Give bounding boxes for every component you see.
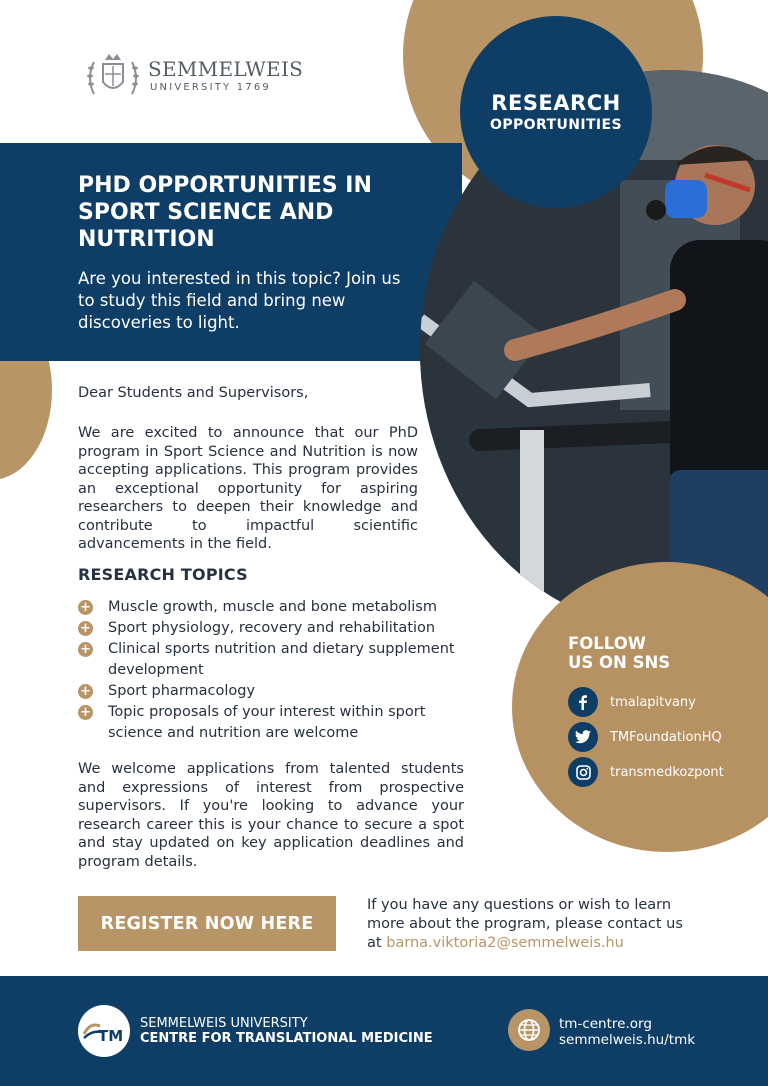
plus-bullet-icon: + xyxy=(78,705,93,720)
follow-heading xyxy=(568,634,670,672)
footer-institution xyxy=(140,1016,433,1046)
follow-heading-line2: US ON SNS xyxy=(568,653,671,672)
instagram-link[interactable] xyxy=(568,757,724,787)
topic-text: Topic proposals of your interest within sport science and nutrition are welcome xyxy=(108,704,426,741)
plus-bullet-icon: + xyxy=(78,684,93,699)
twitter-icon xyxy=(568,722,598,752)
list-item xyxy=(78,618,473,639)
facebook-icon xyxy=(568,687,598,717)
university-logo xyxy=(82,44,303,106)
plus-bullet-icon: + xyxy=(78,600,93,615)
list-item xyxy=(78,639,473,681)
badge-line1: RESEARCH xyxy=(491,91,621,115)
contact-message: If you have any questions or wish to learn more about the program, please contact us at xyxy=(367,897,683,951)
plus-bullet-icon: + xyxy=(78,621,93,636)
tmk-link[interactable]: semmelweis.hu/tmk xyxy=(559,1032,696,1048)
page-title: PHD OPPORTUNITIES IN SPORT SCIENCE AND NUTRITION xyxy=(78,173,372,252)
research-topics-heading: RESEARCH TOPICS xyxy=(78,565,248,584)
register-button[interactable]: REGISTER NOW HERE xyxy=(78,896,336,951)
topic-text: Muscle growth, muscle and bone metabolism xyxy=(108,599,437,615)
welcome-paragraph: We welcome applications from talented students and expressions of interest from prospective supervisors. If you're looking to advance your research career this is your chance to secure a spot and stay updated on key application deadlines and program details. xyxy=(78,761,464,870)
research-opportunities-badge xyxy=(460,16,652,208)
twitter-link[interactable] xyxy=(568,722,722,752)
twitter-handle: TMFoundationHQ xyxy=(610,729,722,745)
greeting: Dear Students and Supervisors, xyxy=(78,385,309,401)
contact-text xyxy=(367,896,702,953)
topic-text: Sport physiology, recovery and rehabilitation xyxy=(108,620,436,636)
tm-logo-mark xyxy=(82,1016,126,1046)
website-link[interactable]: tm-centre.org xyxy=(559,1016,652,1032)
university-name: SEMMELWEIS xyxy=(148,57,304,81)
topic-text: Sport pharmacology xyxy=(108,683,256,699)
research-topics-list xyxy=(78,597,473,744)
facebook-handle: tmalapitvany xyxy=(610,694,696,710)
facebook-link[interactable] xyxy=(568,687,696,717)
intro-paragraph: We are excited to announce that our PhD program in Sport Science and Nutrition is now accepting applications. This program provides an exceptional opportunity for aspiring researchers to deepen their knowledge and contribute to impactful scientific advancements in the field. xyxy=(78,425,418,552)
hero-subtitle: Are you interested in this topic? Join us to study this field and bring new discoveries to light. xyxy=(78,269,401,332)
university-subtitle: UNIVERSITY 1769 xyxy=(150,82,271,93)
university-crest-icon xyxy=(82,44,144,106)
topic-text: Clinical sports nutrition and dietary supplement development xyxy=(108,641,455,678)
instagram-icon xyxy=(568,757,598,787)
globe-icon xyxy=(508,1009,550,1051)
list-item xyxy=(78,681,473,702)
tm-logo-text: TM xyxy=(98,1027,124,1045)
tm-logo xyxy=(78,1005,130,1057)
list-item xyxy=(78,597,473,618)
list-item xyxy=(78,702,473,744)
follow-heading-line1: FOLLOW xyxy=(568,634,646,653)
badge-line2: OPPORTUNITIES xyxy=(490,117,622,133)
instagram-handle: transmedkozpont xyxy=(610,764,724,780)
footer-line2: CENTRE FOR TRANSLATIONAL MEDICINE xyxy=(140,1031,433,1046)
footer-line1: SEMMELWEIS UNIVERSITY xyxy=(140,1016,308,1031)
contact-email-link[interactable]: barna.viktoria2@semmelweis.hu xyxy=(386,935,624,951)
plus-bullet-icon: + xyxy=(78,642,93,657)
footer-links xyxy=(559,1016,695,1048)
